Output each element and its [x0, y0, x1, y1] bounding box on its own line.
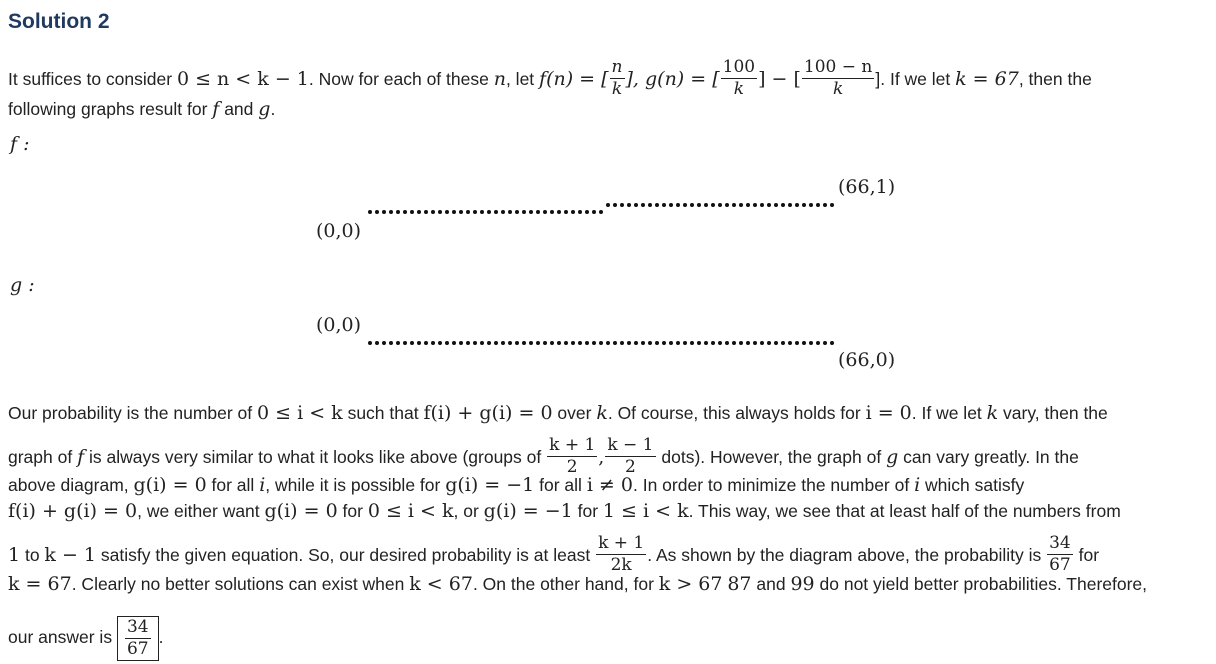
math-var: g [258, 98, 271, 120]
paragraph-line-9 [8, 616, 163, 661]
text: Our probability is the number of [8, 403, 258, 423]
graph-dot [676, 341, 680, 345]
text: can vary greatly. In the [898, 447, 1079, 468]
graph-dot [592, 341, 596, 345]
graph-dot [522, 210, 526, 214]
graph-dot [774, 341, 778, 345]
graph-dot [445, 341, 449, 345]
graph-dot [536, 210, 540, 214]
text: and [219, 99, 259, 119]
graph-dot [648, 341, 652, 345]
graph-dot [655, 203, 659, 207]
math: 0 ≤ i < k [367, 500, 454, 522]
graph-dot [753, 203, 757, 207]
graph-dot [655, 341, 659, 345]
math-g-def: ], g(n) = [ [625, 68, 720, 91]
graph-dot [620, 203, 624, 207]
graph-dot [662, 341, 666, 345]
graph-dot [375, 210, 379, 214]
denominator: k [733, 79, 745, 99]
graph-dot [739, 203, 743, 207]
graph-dot [473, 210, 477, 214]
graph-dot [375, 341, 379, 345]
math-var: n [493, 68, 506, 91]
answer-fraction [125, 619, 151, 658]
text: It suffices to consider [8, 69, 177, 90]
numerator: k − 1 [607, 435, 654, 455]
math-f-def: f(n) = [ [539, 68, 609, 91]
denominator: 2k [610, 555, 632, 575]
text: dots). However, the graph of [656, 447, 887, 468]
paragraph-line-8 [8, 572, 1147, 596]
graph-g-dots [364, 336, 844, 352]
text: , let [505, 69, 540, 90]
text: satisfy the given equation. So, our desired probability is at least [96, 545, 596, 566]
math-k-value: k = 67 [955, 68, 1019, 91]
graph-dot [697, 203, 701, 207]
math: 99 [790, 573, 815, 595]
math-var: k [596, 402, 608, 424]
graph-dot [606, 341, 610, 345]
graph-dot [396, 210, 400, 214]
graph-dot [697, 341, 701, 345]
math: g(i) = −1 [445, 474, 535, 496]
text: . This way, we see that at least half of the numbers from [688, 501, 1121, 521]
graph-dot [690, 203, 694, 207]
graph-dot [368, 341, 372, 345]
graph-dot [487, 341, 491, 345]
math: f(i) + g(i) = 0 [8, 500, 138, 522]
graph-dot [802, 203, 806, 207]
graph-dot [529, 210, 533, 214]
graph-dot [571, 210, 575, 214]
graph-dot [564, 341, 568, 345]
denominator: 2 [625, 457, 636, 477]
paragraph-line-7 [8, 533, 1100, 576]
math-comma: , [598, 446, 605, 469]
graph-dot [788, 341, 792, 345]
math-var: f [212, 98, 220, 120]
graph-dot [641, 203, 645, 207]
math: k = 67 [8, 573, 72, 595]
text: . Clearly no better solutions can exist when [71, 574, 410, 594]
text: . If we let [911, 403, 987, 423]
graph-dot [466, 210, 470, 214]
math: i = 0 [865, 402, 912, 424]
denominator: k [611, 79, 623, 99]
fraction-100-minus-n-over-k [802, 59, 874, 98]
graph-dot [522, 341, 526, 345]
graph-dot [515, 341, 519, 345]
text: for all [534, 475, 587, 495]
graph-dot [648, 203, 652, 207]
graph-dot [599, 210, 603, 214]
graph-dot [809, 341, 813, 345]
graph-dot [823, 203, 827, 207]
graph-dot [473, 341, 477, 345]
text: to [20, 545, 45, 566]
text: . [270, 99, 276, 119]
graph-dot [718, 203, 722, 207]
graph-dot [431, 210, 435, 214]
text: , or [453, 501, 484, 521]
answer-box [117, 616, 159, 661]
paragraph-line-5 [8, 473, 1024, 497]
math-var: f [77, 446, 85, 469]
graph-dot [725, 203, 729, 207]
numerator: 100 − n [803, 57, 873, 77]
text: for [337, 501, 368, 521]
math: k < 67 [409, 573, 473, 595]
graph-dot [410, 341, 414, 345]
graph-dot [410, 210, 414, 214]
graph-dot [816, 203, 820, 207]
graph-dot [746, 341, 750, 345]
fraction-100-over-k [721, 59, 757, 98]
graph-dot [767, 203, 771, 207]
graph-dot [452, 210, 456, 214]
graph-dot [606, 203, 610, 207]
graph-dot [816, 341, 820, 345]
graph-dot [529, 341, 533, 345]
graph-dot [571, 341, 575, 345]
graph-dot [438, 341, 442, 345]
graph-dot [417, 341, 421, 345]
text: , while it is possible for [265, 475, 446, 495]
graph-f-label: f : [10, 133, 30, 155]
graph-dot [592, 210, 596, 214]
graph-dot [459, 341, 463, 345]
fraction-k-minus-1-over-2 [605, 437, 655, 476]
graph-f-start-coord: (0,0) [316, 220, 362, 242]
graph-dot [424, 210, 428, 214]
graph-f-end-coord: (66,1) [838, 176, 896, 198]
denominator: 67 [1049, 555, 1071, 575]
graph-dot [557, 341, 561, 345]
math: 1 ≤ i < k [602, 500, 689, 522]
graph-dot [480, 341, 484, 345]
graph-dot [382, 341, 386, 345]
text: . As shown by the diagram above, the probability is [647, 545, 1047, 566]
graph-dot [564, 210, 568, 214]
graph-dot [781, 341, 785, 345]
fraction-k-plus-1-over-2 [547, 437, 597, 476]
graph-dot [543, 210, 547, 214]
graph-dot [431, 341, 435, 345]
math-var: i [259, 474, 266, 496]
graph-dot [550, 210, 554, 214]
graph-dot [760, 203, 764, 207]
graph-dot [438, 210, 442, 214]
math: k > 67 [658, 573, 723, 595]
graph-dot [767, 341, 771, 345]
graph-dot [830, 203, 834, 207]
math: i ≠ 0 [586, 474, 633, 496]
numerator: k + 1 [598, 533, 645, 553]
denominator: 67 [126, 639, 149, 659]
numerator: k + 1 [549, 435, 596, 455]
graph-dot [823, 341, 827, 345]
graph-dot [634, 341, 638, 345]
graph-dot [459, 210, 463, 214]
text: . [158, 627, 164, 648]
graph-dot [613, 341, 617, 345]
math: 0 ≤ i < k [257, 402, 343, 424]
math: k − 1 [44, 544, 97, 567]
math: g(i) = 0 [133, 474, 207, 496]
numerator: 34 [126, 617, 149, 637]
math: 1 [8, 544, 21, 567]
graph-dot [480, 210, 484, 214]
graph-dot [389, 210, 393, 214]
graph-dot [690, 341, 694, 345]
graph-dot [634, 203, 638, 207]
graph-dot [403, 210, 407, 214]
text: for [1073, 545, 1100, 566]
paragraph-line-6 [8, 499, 1121, 523]
math: 87 [727, 573, 752, 595]
graph-dot [508, 341, 512, 345]
graph-dot [599, 341, 603, 345]
text: over [552, 403, 597, 423]
graph-dot [753, 341, 757, 345]
graph-dot [417, 210, 421, 214]
graph-dot [585, 210, 589, 214]
graph-dot [445, 210, 449, 214]
math-var: i [914, 474, 921, 496]
graph-dot [683, 203, 687, 207]
graph-dot [683, 341, 687, 345]
text: graph of [8, 447, 78, 468]
graph-dot [389, 341, 393, 345]
graph-dot [515, 210, 519, 214]
graph-dot [508, 210, 512, 214]
math: g(i) = 0 [264, 500, 338, 522]
graph-dot [725, 341, 729, 345]
graph-dot [382, 210, 386, 214]
denominator: 2 [566, 457, 578, 477]
math: g(i) = −1 [483, 500, 573, 522]
graph-dot [795, 341, 799, 345]
math-var: g [886, 446, 899, 469]
text: such that [342, 403, 424, 423]
graph-dot [732, 341, 736, 345]
graph-dot [494, 341, 498, 345]
text: . Of course, this always holds for [607, 403, 866, 423]
graph-dot [662, 203, 666, 207]
paragraph-line-1 [8, 57, 1092, 100]
fraction-n-over-k [610, 59, 625, 98]
graph-dot [641, 341, 645, 345]
text: for all [206, 475, 260, 495]
text: our answer is [8, 627, 117, 648]
graph-g-end-coord: (66,0) [838, 349, 896, 371]
graph-dot [746, 203, 750, 207]
graph-dot [627, 203, 631, 207]
graph-dot [403, 341, 407, 345]
graph-dot [711, 341, 715, 345]
text: . Now for each of these [308, 69, 494, 90]
numerator: n [611, 57, 623, 77]
graph-dot [732, 203, 736, 207]
numerator: 34 [1049, 533, 1071, 553]
paragraph-line-2 [8, 97, 275, 121]
graph-dot [452, 341, 456, 345]
graph-dot [704, 341, 708, 345]
graph-dot [613, 203, 617, 207]
graph-dot [557, 210, 561, 214]
graph-dot [809, 203, 813, 207]
graph-dot [669, 203, 673, 207]
graph-dot [396, 341, 400, 345]
text: is always very similar to what it looks like above (groups of [84, 447, 547, 468]
graph-dot [788, 203, 792, 207]
graph-dot [627, 341, 631, 345]
text: do not yield better probabilities. Therefore, [814, 574, 1148, 594]
text: , then the [1018, 69, 1092, 90]
text: which satisfy [920, 475, 1025, 495]
graph-dot [578, 210, 582, 214]
paragraph-line-3 [8, 401, 1108, 425]
text: , we either want [137, 501, 265, 521]
graph-dot [487, 210, 491, 214]
graph-dot [494, 210, 498, 214]
graph-dot [669, 341, 673, 345]
math-var: k [986, 402, 999, 424]
text: above diagram, [8, 475, 134, 495]
graph-g-start-coord: (0,0) [316, 314, 362, 336]
fraction-k-plus-1-over-2k [596, 535, 646, 574]
graph-dot [711, 203, 715, 207]
numerator: 100 [722, 57, 756, 77]
graph-dot [760, 341, 764, 345]
graph-dot [585, 341, 589, 345]
graph-dot [795, 203, 799, 207]
graph-dot [424, 341, 428, 345]
graph-dot [543, 341, 547, 345]
math-minus: ] − [ [758, 68, 801, 91]
graph-dot [774, 203, 778, 207]
graph-dot [802, 341, 806, 345]
math: f(i) + g(i) = 0 [423, 402, 553, 424]
graph-f-dots [364, 200, 844, 216]
graph-dot [620, 341, 624, 345]
graph-dot [501, 341, 505, 345]
graph-g-label: g : [10, 274, 35, 296]
fraction-34-over-67 [1047, 535, 1073, 574]
graph-dot [830, 341, 834, 345]
graph-dot [676, 203, 680, 207]
text: and [751, 574, 791, 594]
text: following graphs result for [8, 99, 213, 119]
graph-dot [739, 341, 743, 345]
graph-dot [501, 210, 505, 214]
graph-dot [704, 203, 708, 207]
math-inequality: 0 ≤ n < k − 1 [176, 68, 309, 91]
text: . On the other hand, for [472, 574, 659, 594]
graph-dot [781, 203, 785, 207]
solution-heading: Solution 2 [8, 10, 110, 33]
text: vary, then the [998, 403, 1108, 423]
text: . In order to minimize the number of [632, 475, 915, 495]
graph-dot [466, 341, 470, 345]
text: for [572, 501, 603, 521]
graph-dot [368, 210, 372, 214]
graph-dot [578, 341, 582, 345]
graph-dot [718, 341, 722, 345]
graph-dot [536, 341, 540, 345]
denominator: k [832, 79, 844, 99]
text: ]. If we let [875, 69, 956, 90]
graph-dot [550, 341, 554, 345]
